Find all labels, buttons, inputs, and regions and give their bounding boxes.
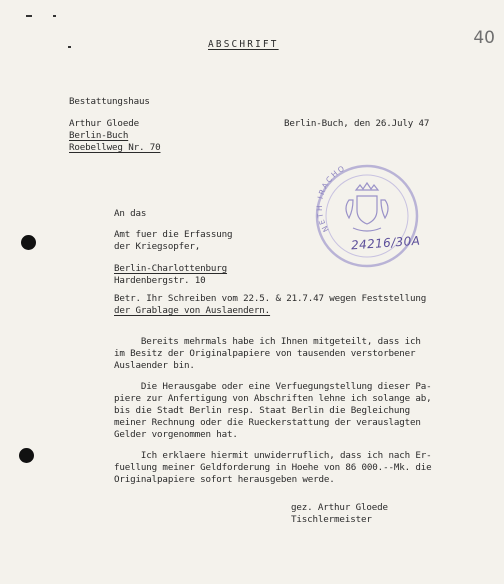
document-title: ABSCHRIFT <box>208 39 279 50</box>
body-line: bis die Stadt Berlin resp. Staat Berlin die Begleichung <box>114 405 410 416</box>
body-line: Auslaender bin. <box>114 360 195 371</box>
official-stamp <box>313 162 421 270</box>
coat-of-arms-icon <box>346 183 388 231</box>
punch-hole <box>19 448 34 463</box>
signature-title: Tischlermeister <box>291 514 372 525</box>
recipient-office: Amt fuer die Erfassung <box>114 229 233 240</box>
scan-mark <box>53 15 56 17</box>
subject-line: Betr. Ihr Schreiben vom 22.5. & 21.7.47 wegen Feststellung <box>114 293 427 304</box>
handwritten-file-number: 24216/30A <box>350 233 421 253</box>
recipient-city: Berlin-Charlottenburg <box>114 263 228 274</box>
svg-text:NETH IRACHO <box>315 163 347 233</box>
body-line: meiner Rechnung oder die Rueckerstattung der verauslagten <box>114 417 421 428</box>
subject-line: der Grablage von Auslaendern. <box>114 305 271 316</box>
body-line: im Besitz der Originalpapiere von tausenden verstorbener <box>114 348 416 359</box>
body-line: Bereits mehrmals habe ich Ihnen mitgeteilt, dass ich <box>114 336 421 347</box>
sender-name: Arthur Gloede <box>69 118 139 129</box>
sender-line: Bestattungshaus <box>69 96 150 107</box>
sender-city: Berlin-Buch <box>69 130 129 141</box>
scan-mark <box>26 15 32 17</box>
recipient-line: An das <box>114 208 147 219</box>
signature-name: gez. Arthur Gloede <box>291 502 388 513</box>
body-line: Die Herausgabe oder eine Verfuegungstellung dieser Pa- <box>114 381 432 392</box>
body-line: Ich erklaere hiermit unwiderruflich, dass ich nach Er- <box>114 450 432 461</box>
body-line: Gelder vorgenommen hat. <box>114 429 238 440</box>
sender-street: Roebellweg Nr. 70 <box>69 142 161 153</box>
body-line: fuellung meiner Geldforderung in Hoehe von 86 000.--Mk. die <box>114 462 432 473</box>
stamp-ring-text: NETH IRACHO <box>314 163 348 234</box>
recipient-street: Hardenbergstr. 10 <box>114 275 206 286</box>
recipient-office: der Kriegsopfer, <box>114 241 201 252</box>
body-line: piere zur Anfertigung von Abschriften lehne ich solange ab, <box>114 393 432 404</box>
page-number: 40 <box>473 28 495 48</box>
punch-hole <box>21 235 36 250</box>
body-line: Originalpapiere sofort herausgeben werde. <box>114 474 335 485</box>
place-date: Berlin-Buch, den 26.July 47 <box>284 118 430 129</box>
scan-mark <box>68 46 71 48</box>
